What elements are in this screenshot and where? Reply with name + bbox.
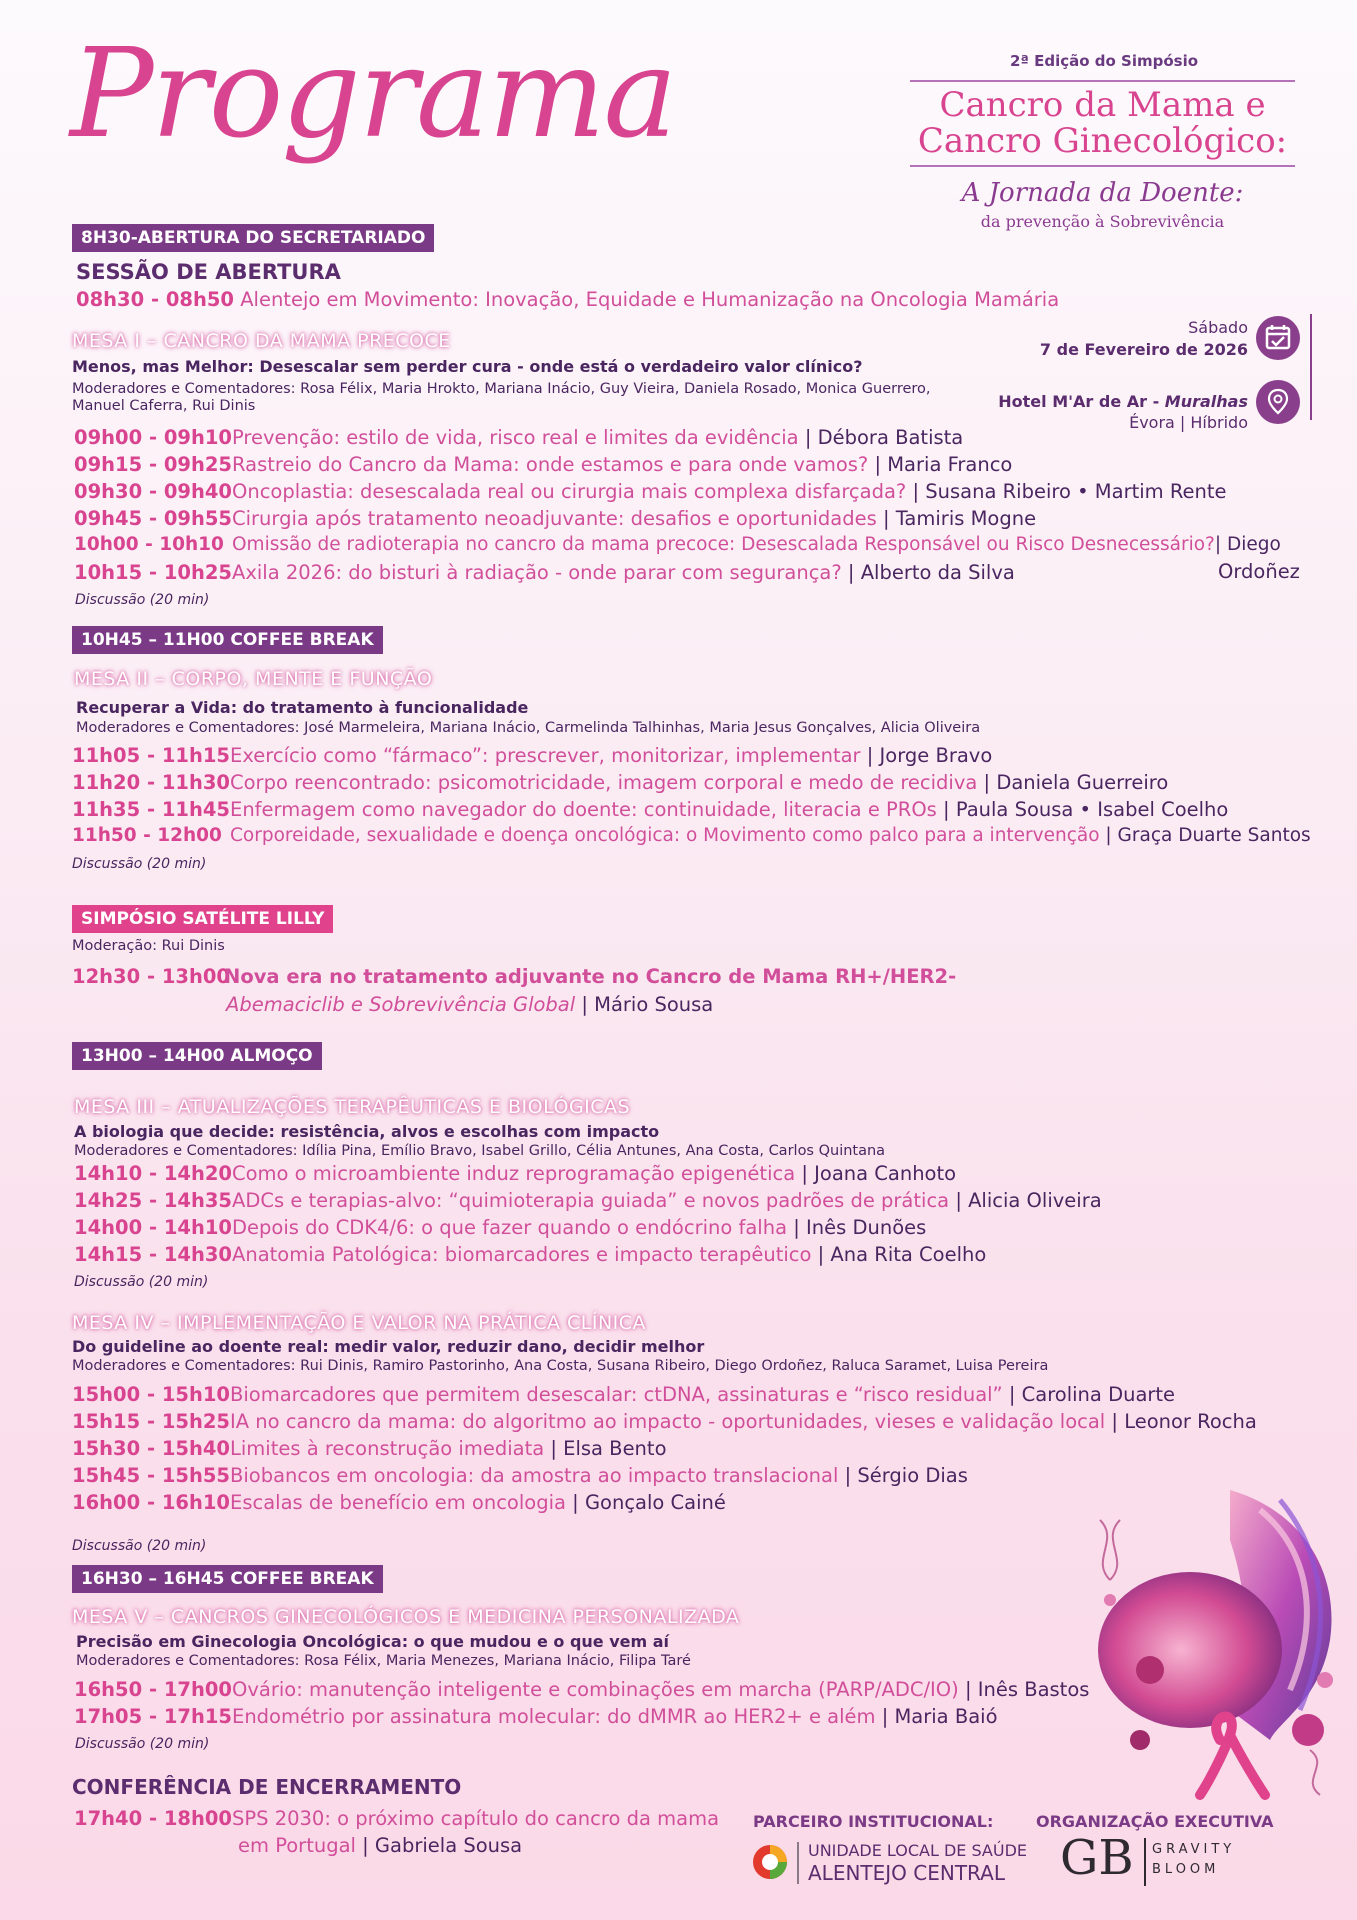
talk-title: SPS 2030: o próximo capítulo do cancro da mama — [232, 1807, 720, 1830]
time: 16h00 - 16h10 — [72, 1491, 230, 1514]
talk-title: Limites à reconstrução imediata — [230, 1437, 545, 1460]
talk-row: 11h50 - 12h00 Corporeidade, sexualidade e doença oncológica: o Movimento como palco para a intervenção | Graça Duarte Santos — [72, 825, 1311, 846]
time: 09h30 - 09h40 — [74, 480, 232, 503]
talk-title: Corporeidade, sexualidade e doença oncológica: o Movimento como palco para a intervenção — [230, 825, 1100, 846]
speaker: Gabriela Sousa — [374, 1834, 523, 1857]
talk-title: Endométrio por assinatura molecular: do dMMR ao HER2+ e além — [232, 1705, 876, 1728]
talk-row: 14h00 - 14h10Depois do CDK4/6: o que fazer quando o endócrino falha | Inês Dunões — [74, 1216, 927, 1239]
time: 15h15 - 15h25 — [72, 1410, 230, 1433]
mesa-3-title: MESA III – ATUALIZAÇÕES TERAPÊUTICAS E BIOLÓGICAS — [74, 1096, 631, 1118]
institutional-partner-heading: PARCEIRO INSTITUCIONAL: — [753, 1812, 994, 1831]
talk-row: 14h15 - 14h30Anatomia Patológica: biomarcadores e impacto terapêutico | Ana Rita Coelho — [74, 1243, 987, 1266]
time: 11h20 - 11h30 — [72, 771, 230, 794]
mesa-1-talks — [74, 426, 1281, 588]
mesa-3-discussion: Discussão (20 min) — [74, 1274, 209, 1290]
speaker: Inês Bastos — [977, 1678, 1090, 1701]
speaker: Ana Rita Coelho — [830, 1243, 987, 1266]
time: 14h00 - 14h10 — [74, 1216, 232, 1239]
time: 14h10 - 14h20 — [74, 1162, 232, 1185]
coffee-break-band-2: 16H30 – 16H45 COFFEE BREAK — [72, 1565, 383, 1593]
talk-row: 15h00 - 15h10Biomarcadores que permitem desescalar: ctDNA, assinaturas e “risco residual” | Carolina Duarte — [72, 1383, 1176, 1406]
mesa-5-title: MESA V – CANCROS GINECOLÓGICOS E MEDICINA PERSONALIZADA — [72, 1606, 740, 1628]
speaker: Daniela Guerreiro — [996, 771, 1169, 794]
talk-title: Biomarcadores que permitem desescalar: ctDNA, assinaturas e “risco residual” — [230, 1383, 1003, 1406]
talk-row: 11h20 - 11h30Corpo reencontrado: psicomotricidade, imagem corporal e medo de recidiva | Daniela Guerreiro — [72, 771, 1169, 794]
time: 15h30 - 15h40 — [72, 1437, 230, 1460]
talk-title: Como o microambiente induz reprogramação epigenética — [232, 1162, 796, 1185]
page-title: Programa — [70, 22, 676, 166]
speaker: Carolina Duarte — [1021, 1383, 1176, 1406]
talk-row: 14h10 - 14h20Como o microambiente induz reprogramação epigenética | Joana Canhoto — [74, 1162, 957, 1185]
mesa-4-discussion: Discussão (20 min) — [72, 1538, 207, 1554]
mesa-3-moderators: Moderadores e Comentadores: Idília Pina, Emílio Bravo, Isabel Grillo, Célia Antunes, Ana Costa, Carlos Quintana — [74, 1143, 886, 1159]
satellite-row-2: Abemaciclib e Sobrevivência Global | Mário Sousa — [226, 993, 714, 1016]
moderators-line: Manuel Caferra, Rui Dinis — [72, 398, 256, 414]
gb-divider — [1144, 1838, 1146, 1886]
closing-title: CONFERÊNCIA DE ENCERRAMENTO — [72, 1775, 462, 1799]
speaker: Alberto da Silva — [860, 561, 1015, 584]
opening-row — [76, 288, 1059, 311]
info-divider — [1310, 314, 1312, 420]
mesa-3-talks — [74, 1162, 1102, 1270]
speaker: Mário Sousa — [594, 993, 714, 1016]
event-city: Évora | Híbrido — [1129, 413, 1248, 432]
talk-row: 09h45 - 09h55Cirurgia após tratamento neoadjuvante: desafios e oportunidades | Tamiris Mogne — [74, 507, 1037, 530]
mesa-5-moderators: Moderadores e Comentadores: Rosa Félix, Maria Menezes, Mariana Inácio, Filipa Taré — [76, 1653, 691, 1669]
speaker-continuation: Ordoñez — [1218, 560, 1300, 583]
talk-row: 16h00 - 16h10Escalas de benefício em oncologia | Gonçalo Cainé — [72, 1491, 726, 1514]
uls-logo-icon — [750, 1842, 790, 1882]
talk-row: 11h05 - 11h15Exercício como “fármaco”: prescrever, monitorizar, implementar | Jorge Bravo — [72, 744, 993, 767]
talk-title: Omissão de radioterapia no cancro da mama precoce: Desescalada Responsável ou Risco Desnecessário? — [232, 534, 1215, 555]
gravity-bloom-name — [1152, 1840, 1235, 1880]
talk-title: Exercício como “fármaco”: prescrever, monitorizar, implementar — [230, 744, 861, 767]
time: 12h30 - 13h00 — [72, 965, 230, 988]
satellite-moderation: Moderação: Rui Dinis — [72, 938, 225, 954]
talk-title: IA no cancro da mama: do algoritmo ao impacto - oportunidades, vieses e validação local — [230, 1410, 1106, 1433]
speaker: Sérgio Dias — [857, 1464, 968, 1487]
talk-row: 17h05 - 17h15Endométrio por assinatura molecular: do dMMR ao HER2+ e além | Maria Baió — [74, 1705, 998, 1728]
talk-title: ADCs e terapias-alvo: “quimioterapia guiada” e novos padrões de prática — [232, 1189, 950, 1212]
speaker: Alicia Oliveira — [968, 1189, 1102, 1212]
mesa-4-subtitle: Do guideline ao doente real: medir valor, reduzir dano, decidir melhor — [72, 1337, 705, 1356]
opening-title: SESSÃO DE ABERTURA — [76, 260, 341, 284]
closing-row-2: em Portugal | Gabriela Sousa — [238, 1834, 523, 1857]
time: 11h35 - 11h45 — [72, 798, 230, 821]
speaker: Inês Dunões — [806, 1216, 927, 1239]
uls-line-1: UNIDADE LOCAL DE SAÚDE — [808, 1841, 1028, 1860]
mesa-1-subtitle: Menos, mas Melhor: Desescalar sem perder cura - onde está o verdadeiro valor clínico? — [72, 357, 863, 376]
mesa-2-title: MESA II – CORPO, MENTE E FUNÇÃO — [74, 668, 433, 690]
time: 14h25 - 14h35 — [74, 1189, 232, 1212]
event-venue — [998, 392, 1248, 411]
speaker: Débora Batista — [817, 426, 964, 449]
opening-band: 8H30-ABERTURA DO SECRETARIADO — [72, 224, 434, 252]
mesa-2-moderators: Moderadores e Comentadores: José Marmeleira, Mariana Inácio, Carmelinda Talhinhas, Maria Jesus Gonçalves, Alicia Oliveira — [76, 720, 981, 736]
mesa-5-discussion: Discussão (20 min) — [75, 1736, 210, 1752]
mesa-1-moderators — [72, 381, 931, 415]
talk-title: Anatomia Patológica: biomarcadores e impacto terapêutico — [232, 1243, 812, 1266]
gb-line-1: GRAVITY — [1152, 1842, 1236, 1857]
talk-title: Oncoplastia: desescalada real ou cirurgia mais complexa disfarçada? — [232, 480, 907, 503]
talk-row: 10h00 - 10h10 Omissão de radioterapia no cancro da mama precoce: Desescalada Responsável ou Risco Desnecessário?| Diego — [74, 534, 1281, 555]
talk-title: em Portugal — [238, 1834, 356, 1857]
time: 09h45 - 09h55 — [74, 507, 232, 530]
time: 14h15 - 14h30 — [74, 1243, 232, 1266]
mesa-1-discussion: Discussão (20 min) — [75, 592, 210, 608]
speaker: Jorge Bravo — [879, 744, 993, 767]
speaker: Elsa Bento — [563, 1437, 667, 1460]
talk-title: Alentejo em Movimento: Inovação, Equidade e Humanização na Oncologia Mamária — [240, 288, 1060, 311]
talk-title: Corpo reencontrado: psicomotricidade, imagem corporal e medo de recidiva — [230, 771, 978, 794]
organization-heading: ORGANIZAÇÃO EXECUTIVA — [1036, 1812, 1274, 1831]
talk-title: Escalas de benefício em oncologia — [230, 1491, 566, 1514]
mesa-5-talks — [74, 1678, 1089, 1732]
talk-row: 11h35 - 11h45Enfermagem como navegador do doente: continuidade, literacia e PROs | Paula Sousa • Isabel Coelho — [72, 798, 1229, 821]
gravity-bloom-monogram: GB — [1060, 1830, 1134, 1886]
speaker: Paula Sousa • Isabel Coelho — [955, 798, 1229, 821]
time: 11h50 - 12h00 — [72, 825, 222, 846]
talk-title: Cirurgia após tratamento neoadjuvante: desafios e oportunidades — [232, 507, 877, 530]
speaker: Susana Ribeiro • Martim Rente — [925, 480, 1227, 503]
mesa-5-subtitle: Precisão em Ginecologia Oncológica: o que mudou e o que vem aí — [76, 1632, 670, 1651]
event-title-line1: Cancro da Mama e — [939, 85, 1266, 125]
event-title — [910, 80, 1295, 167]
time: 10h00 - 10h10 — [74, 534, 224, 555]
talk-row: 09h30 - 09h40Oncoplastia: desescalada real ou cirurgia mais complexa disfarçada? | Susana Ribeiro • Martim Rente — [74, 480, 1227, 503]
closing-row — [74, 1807, 719, 1830]
speaker: Leonor Rocha — [1124, 1410, 1257, 1433]
speaker: Graça Duarte Santos — [1117, 825, 1311, 846]
uls-name — [808, 1840, 1027, 1884]
gb-line-2: BLOOM — [1152, 1862, 1220, 1877]
talk-title: Rastreio do Cancro da Mama: onde estamos e para onde vamos? — [232, 453, 869, 476]
coffee-break-band: 10H45 – 11H00 COFFEE BREAK — [72, 626, 383, 654]
satellite-band: SIMPÓSIO SATÉLITE LILLY — [72, 905, 333, 933]
time: 11h05 - 11h15 — [72, 744, 230, 767]
speaker: Diego — [1227, 534, 1281, 555]
talk-title: Nova era no tratamento adjuvante no Cancro de Mama RH+/HER2- — [224, 965, 957, 988]
calendar-check-icon — [1256, 316, 1300, 360]
talk-row: 14h25 - 14h35ADCs e terapias-alvo: “quimioterapia guiada” e novos padrões de prática | Alicia Oliveira — [74, 1189, 1102, 1212]
moderators-line: Moderadores e Comentadores: Rosa Félix, Maria Hrokto, Mariana Inácio, Guy Vieira, Daniela Rosado, Monica Guerrero, — [72, 381, 931, 397]
speaker: Tamiris Mogne — [895, 507, 1037, 530]
time: 16h50 - 17h00 — [74, 1678, 232, 1701]
time: 15h00 - 15h10 — [72, 1383, 230, 1406]
time: 17h40 - 18h00 — [74, 1807, 232, 1830]
talk-title: Biobancos em oncologia: da amostra ao impacto translacional — [230, 1464, 839, 1487]
talk-title: Axila 2026: do bisturi à radiação - onde parar com segurança? — [232, 561, 842, 584]
speaker: Joana Canhoto — [814, 1162, 957, 1185]
uls-line-2: ALENTEJO CENTRAL — [808, 1861, 1005, 1885]
talk-row: 15h45 - 15h55Biobancos em oncologia: da amostra ao impacto translacional | Sérgio Dias — [72, 1464, 968, 1487]
talk-row: 09h15 - 09h25Rastreio do Cancro da Mama: onde estamos e para onde vamos? | Maria Franco — [74, 453, 1013, 476]
mesa-2-discussion: Discussão (20 min) — [72, 856, 207, 872]
speaker: Maria Franco — [887, 453, 1013, 476]
talk-row: 10h15 - 10h25Axila 2026: do bisturi à radiação - onde parar com segurança? | Alberto da Silva — [74, 561, 1015, 584]
time: 17h05 - 17h15 — [74, 1705, 232, 1728]
speaker: Gonçalo Cainé — [584, 1491, 726, 1514]
lunch-band: 13H00 – 14H00 ALMOÇO — [72, 1042, 322, 1070]
talk-title: Ovário: manutenção inteligente e combinações em marcha (PARP/ADC/IO) — [232, 1678, 959, 1701]
event-date: 7 de Fevereiro de 2026 — [1039, 340, 1248, 359]
talk-title: Depois do CDK4/6: o que fazer quando o endócrino falha — [232, 1216, 788, 1239]
mesa-4-moderators: Moderadores e Comentadores: Rui Dinis, Ramiro Pastorinho, Ana Costa, Susana Ribeiro, Diego Ordoñez, Raluca Saramet, Luisa Pereira — [72, 1358, 1049, 1374]
speaker: Maria Baió — [894, 1705, 998, 1728]
satellite-row — [72, 965, 956, 988]
mesa-2-subtitle: Recuperar a Vida: do tratamento à funcionalidade — [76, 698, 529, 717]
mesa-1-title: MESA I – CANCRO DA MAMA PRECOCE — [72, 330, 451, 352]
time: 09h00 - 09h10 — [74, 426, 232, 449]
mesa-2-talks — [72, 744, 1311, 852]
talk-row: 15h30 - 15h40Limites à reconstrução imediata | Elsa Bento — [72, 1437, 667, 1460]
event-day: Sábado — [1188, 318, 1248, 337]
event-subtitle-2: da prevenção à Sobrevivência — [980, 212, 1225, 231]
time: 09h15 - 09h25 — [74, 453, 232, 476]
time: 15h45 - 15h55 — [72, 1464, 230, 1487]
time: 10h15 - 10h25 — [74, 561, 232, 584]
venue-name: Hotel M'Ar de Ar - — [998, 392, 1165, 411]
location-pin-icon — [1256, 380, 1300, 424]
talk-row: 16h50 - 17h00Ovário: manutenção inteligente e combinações em marcha (PARP/ADC/IO) | Inês Bastos — [74, 1678, 1090, 1701]
venue-em: Muralhas — [1164, 392, 1248, 411]
event-title-line2: Cancro Ginecológico: — [917, 120, 1288, 161]
mesa-3-subtitle: A biologia que decide: resistência, alvos e escolhas com impacto — [74, 1122, 660, 1141]
talk-title: Abemaciclib e Sobrevivência Global — [226, 993, 576, 1016]
mesa-4-title: MESA IV – IMPLEMENTAÇÃO E VALOR NA PRÁTICA CLÍNICA — [72, 1312, 647, 1334]
breast-cancer-illustration — [1080, 1480, 1350, 1810]
uls-divider — [797, 1842, 799, 1884]
event-subtitle: A Jornada da Doente: — [961, 178, 1244, 208]
talk-row: 15h15 - 15h25IA no cancro da mama: do algoritmo ao impacto - oportunidades, vieses e validação local | Leonor Rocha — [72, 1410, 1257, 1433]
talk-title: Prevenção: estilo de vida, risco real e limites da evidência — [232, 426, 799, 449]
talk-row: 09h00 - 09h10Prevenção: estilo de vida, risco real e limites da evidência | Débora Batista — [74, 426, 964, 449]
talk-title: Enfermagem como navegador do doente: continuidade, literacia e PROs — [230, 798, 937, 821]
time: 08h30 - 08h50 — [76, 288, 234, 311]
edition-label: 2ª Edição do Simpósio — [1010, 52, 1199, 70]
